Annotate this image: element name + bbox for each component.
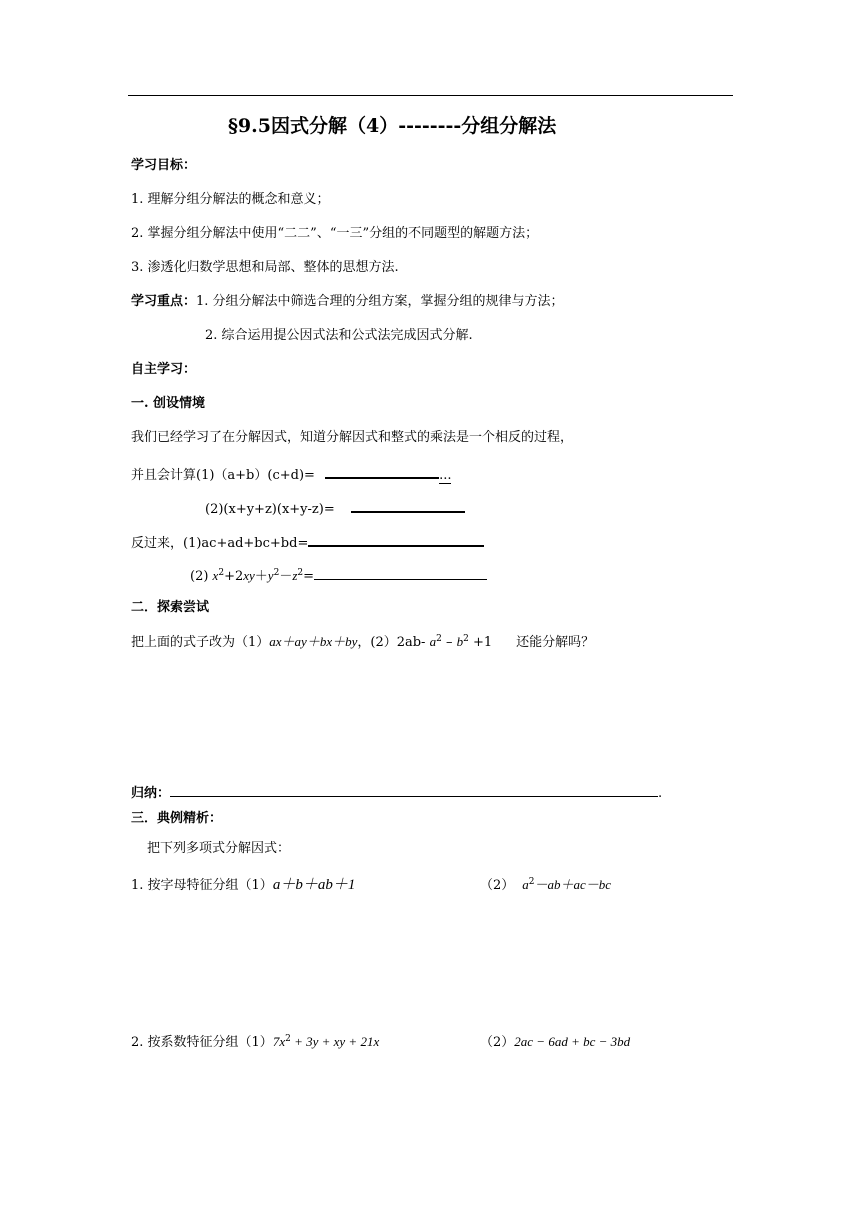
var-x: x (212, 568, 219, 583)
goal-item-2: 2. 掌握分组分解法中使用“二二”、“一三”分组的不同题型的解题方法； (131, 226, 539, 241)
equals-sign: = (303, 569, 315, 584)
example1-part2 (480, 878, 611, 892)
section3-intro: 把下列多项式分解因式： (147, 841, 291, 856)
example2-expr-a: 7x (272, 1034, 286, 1049)
minus-sign: － (279, 569, 293, 584)
var-z: z (292, 568, 298, 583)
var-xy: xy (243, 568, 255, 583)
key-line-1 (131, 295, 564, 308)
reverse2-term: +2 (224, 569, 244, 584)
key-heading: 学习重点： (131, 294, 197, 309)
reverse-line-1 (131, 533, 484, 550)
example1-prefix: 1. 按字母特征分组（1） (131, 878, 273, 893)
reverse1-blank (308, 533, 484, 547)
example2-part2-expr: 2ac − 6ad + bc − 3bd (514, 1034, 631, 1049)
key-item-2: 2. 综合运用提公因式法和公式法完成因式分解. (205, 328, 473, 343)
question-expr-1: ax＋ay＋bx＋by (269, 634, 358, 649)
summary-end: . (658, 786, 663, 801)
reverse2-label: (2) (190, 569, 213, 584)
key-item-1: 1. 分组分解法中筛选合理的分组方案，掌握分组的规律与方法； (196, 294, 564, 309)
sup-2: 2 (285, 1034, 291, 1044)
sup-2: 2 (463, 634, 469, 644)
goal-item-1: 1. 理解分组分解法的概念和意义； (131, 192, 330, 207)
reverse2-blank (314, 567, 487, 580)
section1-heading: 一. 创设情境 (131, 396, 206, 411)
sup-2: 2 (273, 568, 280, 578)
section3-heading: 三．典例精析： (131, 811, 223, 826)
header-rule (128, 95, 733, 96)
question-mid: ，(2）2ab- (357, 635, 430, 650)
question-minus: – (441, 635, 457, 650)
example2-line (131, 1035, 379, 1049)
sup-2: 2 (297, 568, 304, 578)
reverse-line-2 (190, 567, 487, 583)
section2-question (131, 635, 594, 649)
sup-2: 2 (218, 568, 225, 578)
question-prefix: 把上面的式子改为（1） (131, 635, 270, 650)
var-y: y (267, 568, 274, 583)
goal-item-3: 3. 渗透化归数学思想和局部、整体的思想方法. (131, 260, 399, 275)
example1-part2-expr: －ab＋ac－bc (534, 877, 612, 892)
example1-expr: a＋b＋ab＋1 (272, 877, 356, 893)
summary-blank (170, 784, 658, 797)
example2-expr: + 3y + xy + 21x (290, 1034, 380, 1049)
calc-line-2 (205, 499, 465, 516)
section1-intro: 我们已经学习了在分解因式，知道分解因式和整式的乘法是一个相反的过程， (131, 430, 574, 445)
var-b: b (456, 634, 464, 649)
self-study-heading: 自主学习： (131, 362, 197, 377)
calc1-prefix: 并且会计算(1)（a+b）(c+d)= (131, 468, 315, 483)
sup-2: 2 (436, 634, 442, 644)
var-a: a (522, 877, 529, 892)
example1-part2-label: （2） (480, 878, 515, 893)
sup-2: 2 (528, 877, 535, 887)
example2-prefix: 2. 按系数特征分组（1） (131, 1035, 273, 1050)
summary-line (131, 784, 662, 800)
plus-sign: ＋ (254, 569, 268, 584)
var-a: a (429, 634, 437, 649)
page-title: §9.5因式分解（4）--------分组分解法 (228, 115, 557, 137)
calc1-blank (325, 465, 439, 479)
example2-part2-label: （2） (480, 1035, 515, 1050)
section2-heading: 二．探索尝试 (131, 600, 210, 615)
example1-line (131, 878, 355, 893)
goals-heading: 学习目标： (131, 158, 197, 173)
calc2-prefix: (2)(x+y+z)(x+y-z)= (205, 502, 335, 517)
question-suffix: 还能分解吗？ (516, 635, 595, 650)
calc-line-1 (131, 465, 451, 482)
calc1-suffix: ... (439, 468, 452, 483)
question-plus-one: +1 (468, 635, 493, 650)
reverse1-prefix: 反过来，(1)ac+ad+bc+bd= (131, 536, 309, 551)
summary-label: 归纳： (131, 786, 171, 801)
example2-part2 (480, 1035, 630, 1049)
calc2-blank (351, 499, 465, 513)
